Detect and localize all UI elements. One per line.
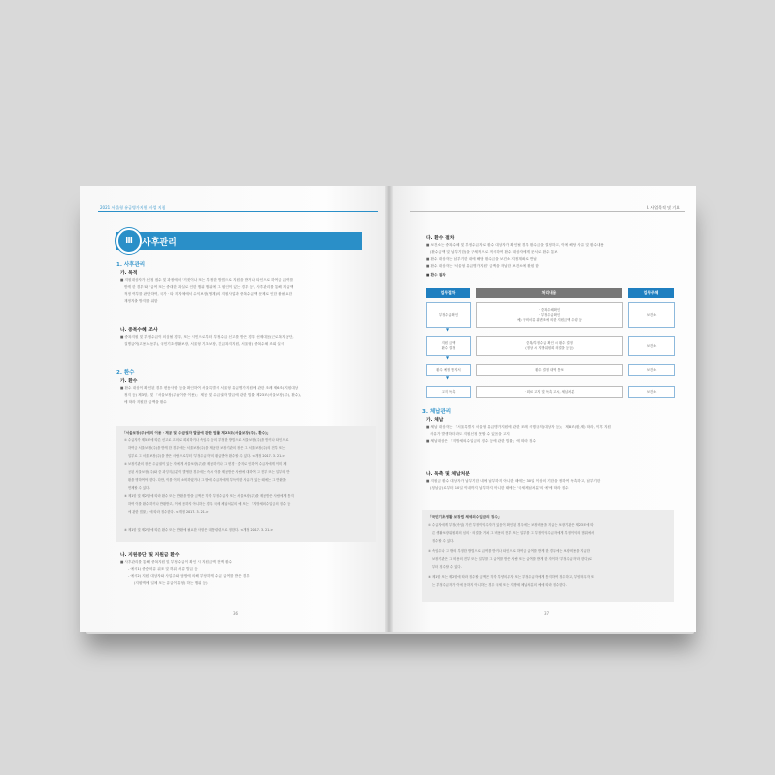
law-left-line-1: ① 수급자가 제5조에 따른 신고로 고의로 회피하거나 속임수 등의 부정한 방법으로 서울보장(주)을 받거나 타인으로: [124, 438, 289, 442]
law-right-line-8: 는 부정수급자가 이에 응하지 아니하는 경우 국세 또는 지방세 체납처분의 예에 따라 징수한다.: [432, 583, 567, 587]
purpose-line-1: ■ 지원대상자가 신청 접수 및 과정에서 '거짓이나 또는 부정한 방법으로 지원을 받거나 타인으로 하여금 급여를: [120, 278, 294, 282]
suspension-line-2: - 예시1) 중증비유 위조 및 허위 서류 발급 등: [128, 567, 198, 571]
purpose-line-3: 적정 여부를 판단하여, 국가 · 타 지자체에서 수익보장(생계)의 지원사업과 중복수급액 문제로 인한 불필요한: [124, 292, 293, 296]
procedure-line-2: (환수금액 및 납부기한)을 구체적으로 적시하여 환수 대상자에게 문서로 환수 통보: [430, 250, 558, 254]
law-right-line-1: ① 수급자에게 부정(속임) 가진 부정이익수자가 있음이 확인된 경우에는 보장비용을 지급는 보장기관은 제23조에 따: [428, 523, 594, 527]
flow-actor-4: [628, 386, 675, 398]
delinquency-line-1: ■ 체납 대상자는 「서울특별시 서울형 유급병가지원에 관한 조례 시행규칙(대상자 등)」 제8조(환,제) 따라, 이후 지원: [426, 425, 611, 429]
delinquency-line-3: ■ 체납대상은 「지방세외수입금의 징수 등에 관한 법률」에 따라 징수: [426, 439, 536, 443]
flow-actor-2: [628, 336, 675, 356]
section-number-badge: Ⅲ: [116, 228, 142, 254]
law-left-line-11: ④ 제1항 및 제2항에 따른 환수 또는 반환에 필요한 사항은 대통령령으로 정한다. <개정 2017. 3. 21.>: [124, 528, 274, 532]
flow-detail-3: [476, 364, 623, 376]
law-left-line-5: 공된 서울보장(주)와 중 과잉지급분이 발생한 경우에는 즉시 이를 제공받은 사람에 대하여 그 전부 또는 일부의 반: [128, 470, 290, 474]
flow-detail-3-a: 환수 결정 내역 통보: [535, 367, 564, 372]
book-spine: [385, 186, 393, 632]
subheading-purpose: 가. 목적: [120, 271, 138, 276]
flow-arrow-1-icon: ▼: [446, 327, 450, 332]
law-right-line-7: ③ 제1항 또는 제2항에 따라 징수할 금액은 각각 부양의무자 또는 부정수급자에게 통지하여 징수하고, 부양의무자 또: [428, 575, 595, 579]
right-header-rule: [410, 211, 685, 212]
recovery-line-3: 에 따라 지원한 금액을 환수: [124, 400, 167, 404]
flow-header-actor: 업무주체: [628, 288, 674, 298]
flow-detail-2-a: 중복/부정수급 확인 시 환수 결정: [526, 341, 573, 345]
law-left-line-10: 에 관한 법률」에 따라 징수한다. <개정 2017. 3. 21.>: [128, 510, 209, 514]
subheading-suspension: 나. 지원중단 및 지원금 환수: [120, 553, 180, 558]
flow-step-3-text: 환수 예정 통지서: [436, 367, 461, 372]
law-right-line-4: ② 속임수나 그 밖의 부정한 방법으로 급여를 받거나 타인으로 하여금 급여를 받게 한 경우에는 보장비용을 지급한: [428, 549, 590, 553]
law-right-line-3: 징수할 수 있다.: [432, 539, 455, 543]
flow-actor-3: [628, 364, 675, 376]
left-running-head: 2021 서울형 유급병가지원 사업 지침: [100, 205, 166, 210]
law-box-left: [116, 426, 376, 542]
law-left-line-3: 일부로 그 서울보장(주)을 받은 사람으로부터 '부정수급자'의 환급받아 환수할 수 있다. <개정 2017. 3. 21.>: [128, 454, 286, 458]
law-box-left-title: 「서울보장(주)에의 이용 · 제공 및 수급권자 발굴에 관한 법률 제23조(서울보장(주), 환수)」: [122, 431, 271, 435]
recovery-line-2: 정지 등) 제3항, 및 「서울보장(주)(이중 이용)」 제공 및 수급권자 발급에 관한 법률 제23조(서울보장(주), 환수),: [124, 393, 301, 397]
flow-actor-3-text: 보건소: [646, 367, 657, 372]
recovery-line-1: ■ 환수 대상이 확인된 경우 변동사항 등을 확인하여 서울특별시 서울형 유급병가지원에 관한 조례 제6조(지원대상: [120, 386, 299, 390]
purpose-line-4: 재정지출 방지를 위함: [124, 299, 158, 303]
flow-step-4: [426, 386, 471, 398]
law-left-line-9: 하여 이를 환수하거나 반환받고, 이에 응하지 아니하는 경우 국세 체납처분의 예 또는 「지방세외수입금의 징수 등: [128, 502, 291, 506]
subheading-dunning: 나. 독촉 및 체납처분: [426, 472, 470, 477]
duplicate-line-2: 질병급여(고용노동부), 국민기초생활보장, 서울형 기초보장, 긴급복지지원, 서울형) 중복수혜 조회 실시: [124, 342, 285, 346]
flow-detail-4: [476, 386, 623, 398]
duplicate-line-1: ■ 중복지원 및 부정수급이 의심될 경우, 또는 시민으로부터 부정수급 신고를 받은 경우 선제대응(근로복지공단,: [120, 335, 294, 339]
flow-detail-1-c: 예) 구비서류 위변조에 의한 지원금액 수령 등: [517, 317, 582, 322]
law-left-line-2: 하여금 서울보장(주)을 받게 한 경우에는 서울보장(주)을 제공한 보장기관의 장은 그 서울보장(주)의 전부 또는: [128, 446, 286, 450]
flow-detail-1-b: · 부정수급확인: [538, 312, 561, 317]
left-header-rule: [98, 211, 378, 212]
procedure-line-4: ■ 환수 대상자는 '서울형 유급병가지원' 금액을 자납한 보건소에 환원 함: [426, 264, 539, 268]
suspension-line-1: ■ 사후관리를 통해 중복지원 및 부정수급이 확인 시 지원금액 전액 환수: [120, 560, 233, 564]
flow-arrow-3-icon: ▼: [446, 375, 450, 380]
law-box-right-title: 「국민기초생활 보장법 체세외수입금의 징수」: [428, 515, 502, 519]
flow-detail-2-b: (정상 시 지방위원회 의결을 등등): [525, 346, 574, 350]
heading-delinquency: 3. 체납관리: [422, 409, 452, 415]
purpose-line-2: 받게 한 경우'와 '급여 또는 중대한 과실로 인한 행위 행위에 그 원인이 있는 경우 등', 사후관리를 통해 지급액: [124, 285, 294, 289]
subheading-delinquency: 가. 체납: [426, 418, 444, 423]
flow-detail-1: [476, 302, 623, 328]
right-page-number: 37: [544, 611, 550, 616]
flow-actor-1: [628, 302, 675, 328]
subheading-procedure: 다. 환수 절차: [426, 236, 455, 241]
flow-label: ■ 환수 절차: [426, 273, 446, 277]
procedure-line-3: ■ 환수 대상자는 납부기한 내에 해당 환수금을 보건소 지정계좌로 반납: [426, 257, 537, 261]
left-page-number: 36: [233, 611, 239, 616]
section-title: 사후관리: [142, 238, 177, 248]
flow-step-4-text: 고지 독촉: [441, 389, 456, 394]
suspension-line-4: (지원액에 일체 포는 유급이유형) 하는 행위 등): [134, 581, 208, 585]
flow-detail-1-a: · 중복수혜확인: [538, 307, 561, 312]
flow-detail-4-a: · 회료 고지 및 독촉 고시, 체납처분: [524, 389, 575, 394]
flow-step-1-text: 부정수급확인: [438, 312, 459, 317]
flow-actor-2-text: 보건소: [646, 343, 657, 348]
flow-arrow-2-icon: ▼: [446, 355, 450, 360]
heading-recovery: 2. 환수: [116, 370, 135, 376]
flow-actor-4-text: 보건소: [646, 389, 657, 394]
law-left-line-6: 환을 명하여야 한다. 다만, 이를 이미 소비하였거나 그 밖에 수급자에게 부득이한 사유가 있는 때에는 그 반환을: [128, 478, 286, 482]
flow-header-detail: 처리내용: [476, 288, 622, 298]
law-right-line-2: 른 생활보장위원회의 심의 · 의결을 거쳐 그 비용의 전부 또는 일부를 그 부정이익수급자에게 부정이익의 범위에서: [432, 531, 595, 535]
heading-aftercare: 1. 사후관리: [116, 262, 146, 268]
law-left-line-7: 면제할 수 있다.: [128, 486, 151, 490]
suspension-line-3: - 예시2) 지원 대상자와 사업주와 담합에 의해 부당하게 수급 급여를 받은 경우: [128, 574, 250, 578]
delinquency-line-2: 사유가 발생하더라도 지원신청 못할 수 있음을 고지: [430, 432, 510, 436]
subheading-duplicate: 나. 중복수혜 조사: [120, 328, 158, 333]
flow-header-step: 업무절차: [426, 288, 470, 298]
dunning-line-2: (청납금)로부터 10일 이내까지 납부하지 아니한 때에는 '국세체납처분'의 예'에 따라 징수: [430, 486, 569, 490]
flow-step-2: [426, 336, 471, 356]
law-left-line-8: ③ 제1항 및 제2항에 따라 환수 또는 반환을 받을 금액은 각각 부정수급자 또는 서울보장(주)를 제공받은 사람에게 통지: [124, 494, 294, 498]
law-right-line-5: 보장기관은 그 비용의 전부 또는 일부를 그 급여를 받은 사람 또는 급여를 받게 한 자이하 '부정수급자'라 한다)로: [432, 557, 592, 561]
dunning-line-1: ■ 지원금 환수 대상자가 납부기한 내에 납부하지 아니한 때에는 30일 이상의 기한을 정하여 독촉하고, 납부기한: [426, 479, 601, 483]
flow-step-1: [426, 302, 471, 328]
flow-detail-2: [476, 336, 623, 356]
law-left-line-4: ② 보장기관의 장은 수급권이 있는 자에게 서울보장(주)를 제공하거나 그 변경 · 중지로 인하여 수급자에게 이미 제: [124, 462, 287, 466]
procedure-line-1: ■ 보건소는 중복수혜 및 부정수급자로 환수 대상자가 확인될 경우 환수금을 결정하고, 이에 해당 사유 및 환수내용: [426, 243, 604, 247]
law-right-line-6: 부터 징수할 수 있다.: [432, 565, 462, 569]
flow-step-2-text: 지원 금액 환수 결정: [441, 341, 456, 350]
flow-actor-1-text: 보건소: [646, 312, 657, 317]
right-running-head: Ⅰ. 사업목적 및 기요: [646, 205, 680, 210]
subheading-recovery: 가. 환수: [120, 379, 138, 384]
